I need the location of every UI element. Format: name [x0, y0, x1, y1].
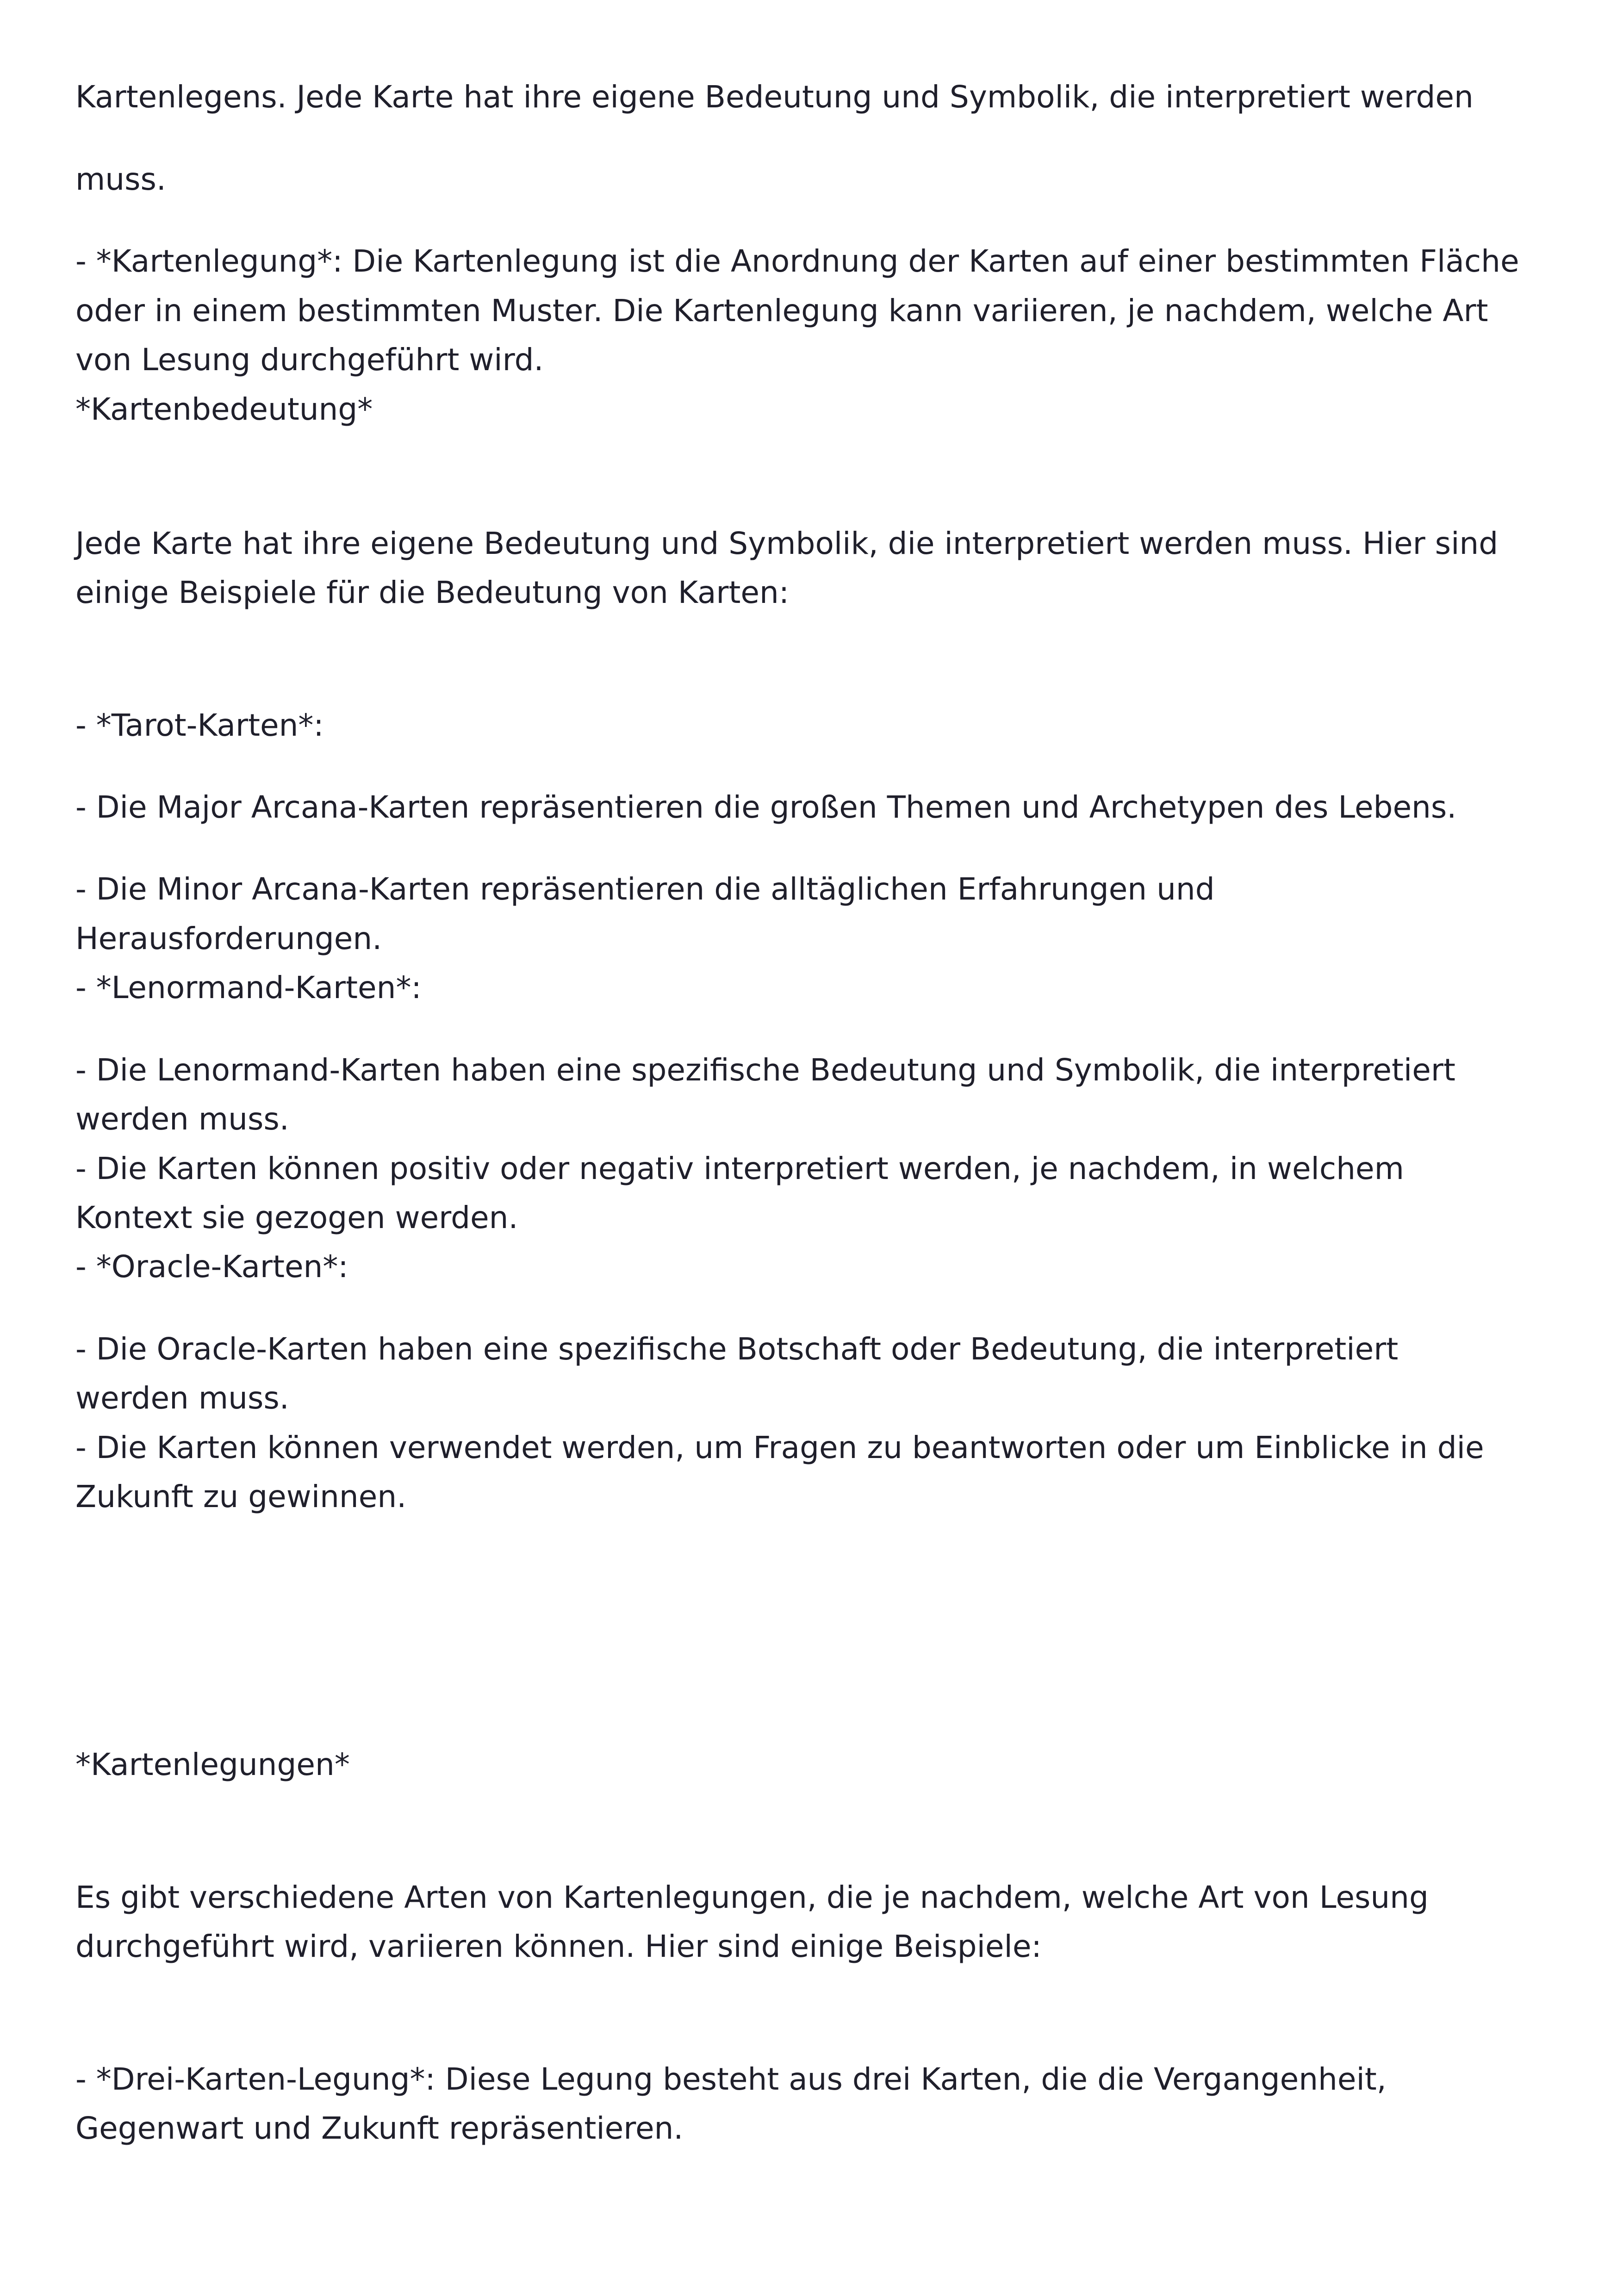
list-item: - Die Major Arcana-Karten repräsentieren die großen Themen und Archetypen des Lebens.: [75, 789, 1457, 825]
text-line: Es gibt verschiedene Arten von Kartenlegungen, die je nachdem, welche Art von Lesung: [75, 1880, 1429, 1915]
list-item: - *Oracle-Karten*:: [75, 1249, 348, 1285]
section-heading: *Kartenbedeutung*: [75, 391, 373, 427]
list-item: - Die Minor Arcana-Karten repräsentieren die alltäglichen Erfahrungen und: [75, 871, 1215, 907]
text-line: werden muss.: [75, 1380, 289, 1416]
text-line: Kontext sie gezogen werden.: [75, 1200, 518, 1235]
list-item: - *Tarot-Karten*:: [75, 707, 324, 743]
text-line: einige Beispiele für die Bedeutung von Karten:: [75, 575, 790, 610]
text-line: werden muss.: [75, 1101, 289, 1137]
text-line: von Lesung durchgeführt wird.: [75, 342, 544, 378]
text-line: oder in einem bestimmten Muster. Die Kartenlegung kann variieren, je nachdem, welche Art: [75, 293, 1488, 329]
text-line: Jede Karte hat ihre eigene Bedeutung und Symbolik, die interpretiert werden muss. Hier sind: [75, 526, 1499, 561]
list-item: - *Drei-Karten-Legung*: Diese Legung besteht aus drei Karten, die die Vergangenheit,: [75, 2061, 1387, 2097]
list-item: - Die Oracle-Karten haben eine spezifische Botschaft oder Bedeutung, die interpretiert: [75, 1331, 1399, 1367]
list-item: - Die Lenormand-Karten haben eine spezifische Bedeutung und Symbolik, die interpretiert: [75, 1052, 1455, 1088]
section-heading: *Kartenlegungen*: [75, 1747, 350, 1782]
text-line: - *Kartenlegung*: Die Kartenlegung ist die Anordnung der Karten auf einer bestimmten Fläche: [75, 243, 1519, 279]
text-line: Herausforderungen.: [75, 921, 382, 956]
text-line: Kartenlegens. Jede Karte hat ihre eigene Bedeutung und Symbolik, die interpretiert werden: [75, 79, 1474, 115]
list-item: - Die Karten können positiv oder negativ interpretiert werden, je nachdem, in welchem: [75, 1151, 1404, 1186]
text-line: durchgeführt wird, variieren können. Hier sind einige Beispiele:: [75, 1929, 1042, 1964]
text-line: muss.: [75, 161, 166, 197]
list-item: - Die Karten können verwendet werden, um Fragen zu beantworten oder um Einblicke in die: [75, 1430, 1484, 1465]
text-line: Gegenwart und Zukunft repräsentieren.: [75, 2110, 684, 2146]
list-item: - *Lenormand-Karten*:: [75, 970, 422, 1005]
text-line: Zukunft zu gewinnen.: [75, 1479, 407, 1514]
